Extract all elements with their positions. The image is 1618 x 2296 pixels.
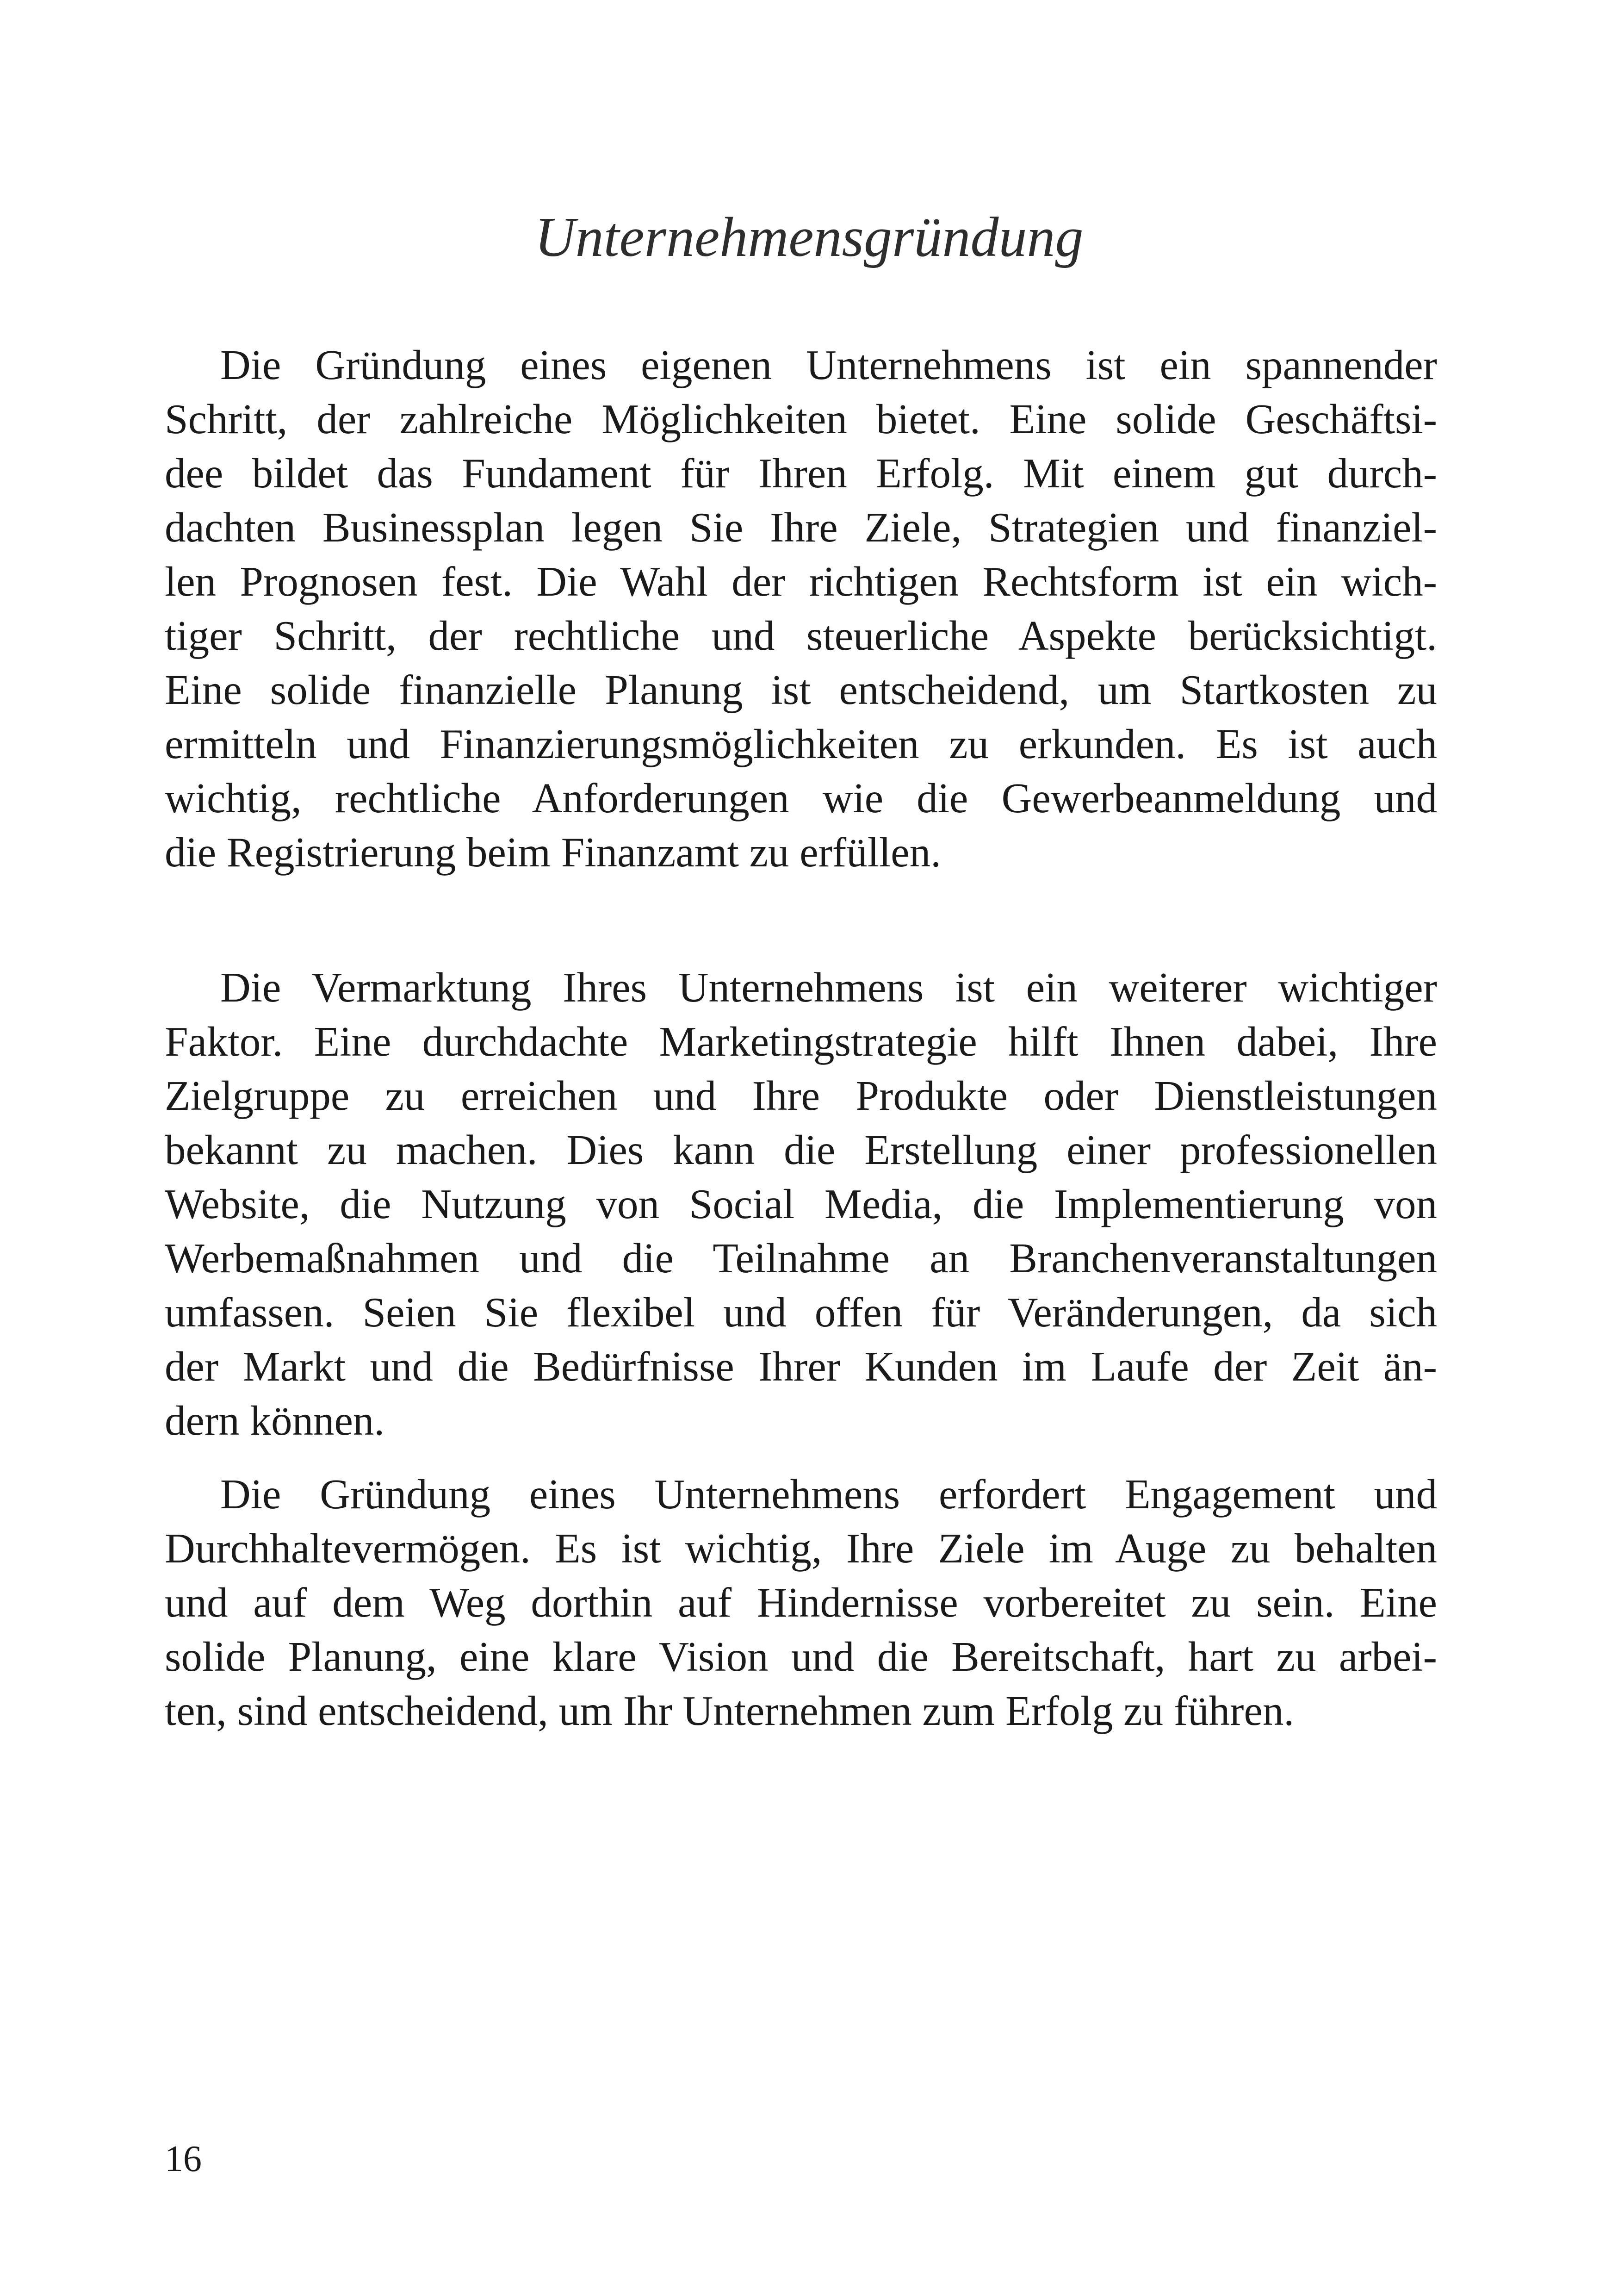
paragraph-line: tiger Schritt, der rechtliche und steuerliche Aspekte berücksichtigt. — [165, 612, 1437, 659]
paragraph-2 — [165, 960, 1437, 1448]
paragraph-line: Die Gründung eines eigenen Unternehmens ist ein spannender — [220, 342, 1437, 388]
paragraph-line: die Registrierung beim Finanzamt zu erfüllen. — [165, 829, 941, 876]
paragraph-line: dachten Businessplan legen Sie Ihre Ziele, Strategien und finanziel- — [165, 504, 1437, 551]
paragraph-line: solide Planung, eine klare Vision und die Bereitschaft, hart zu arbei- — [165, 1633, 1437, 1680]
paragraph-line: und auf dem Weg dorthin auf Hindernisse vorbereitet zu sein. Eine — [165, 1579, 1437, 1626]
paragraph-1 — [165, 338, 1437, 879]
paragraph-line: ten, sind entscheidend, um Ihr Unternehmen zum Erfolg zu führen. — [165, 1687, 1295, 1734]
page-title: Unternehmensgründung — [534, 206, 1084, 268]
paragraph-3 — [165, 1467, 1437, 1738]
paragraph-line: Zielgruppe zu erreichen und Ihre Produkte oder Dienstleistungen — [165, 1072, 1437, 1119]
paragraph-line: len Prognosen fest. Die Wahl der richtigen Rechtsform ist ein wich- — [165, 558, 1437, 605]
paragraph-line: Die Vermarktung Ihres Unternehmens ist ein weiterer wichtiger — [220, 964, 1437, 1011]
paragraph-line: Schritt, der zahlreiche Möglichkeiten bietet. Eine solide Geschäftsi- — [165, 396, 1437, 442]
paragraph-line: bekannt zu machen. Dies kann die Erstellung einer professionellen — [165, 1126, 1437, 1173]
paragraph-line: ermitteln und Finanzierungsmöglichkeiten zu erkunden. Es ist auch — [165, 721, 1437, 767]
paragraph-line: Durchhaltevermögen. Es ist wichtig, Ihre Ziele im Auge zu behalten — [165, 1525, 1437, 1572]
paragraph-line: dee bildet das Fundament für Ihren Erfolg. Mit einem gut durch- — [165, 450, 1437, 497]
paragraph-line: der Markt und die Bedürfnisse Ihrer Kunden im Laufe der Zeit än- — [165, 1343, 1437, 1390]
page-number: 16 — [165, 2139, 202, 2179]
paragraph-line: Website, die Nutzung von Social Media, die Implementierung von — [165, 1181, 1437, 1227]
paragraph-line: wichtig, rechtliche Anforderungen wie die Gewerbeanmeldung und — [165, 775, 1437, 821]
paragraph-line: dern können. — [165, 1397, 385, 1444]
paragraph-line: umfassen. Seien Sie flexibel und offen für Veränderungen, da sich — [165, 1289, 1437, 1336]
paragraph-line: Die Gründung eines Unternehmens erfordert Engagement und — [220, 1471, 1437, 1518]
paragraph-line: Eine solide finanzielle Planung ist entscheidend, um Startkosten zu — [165, 666, 1437, 713]
paragraph-line: Faktor. Eine durchdachte Marketingstrategie hilft Ihnen dabei, Ihre — [165, 1018, 1437, 1065]
paragraph-line: Werbemaßnahmen und die Teilnahme an Branchenveranstaltungen — [165, 1235, 1437, 1282]
